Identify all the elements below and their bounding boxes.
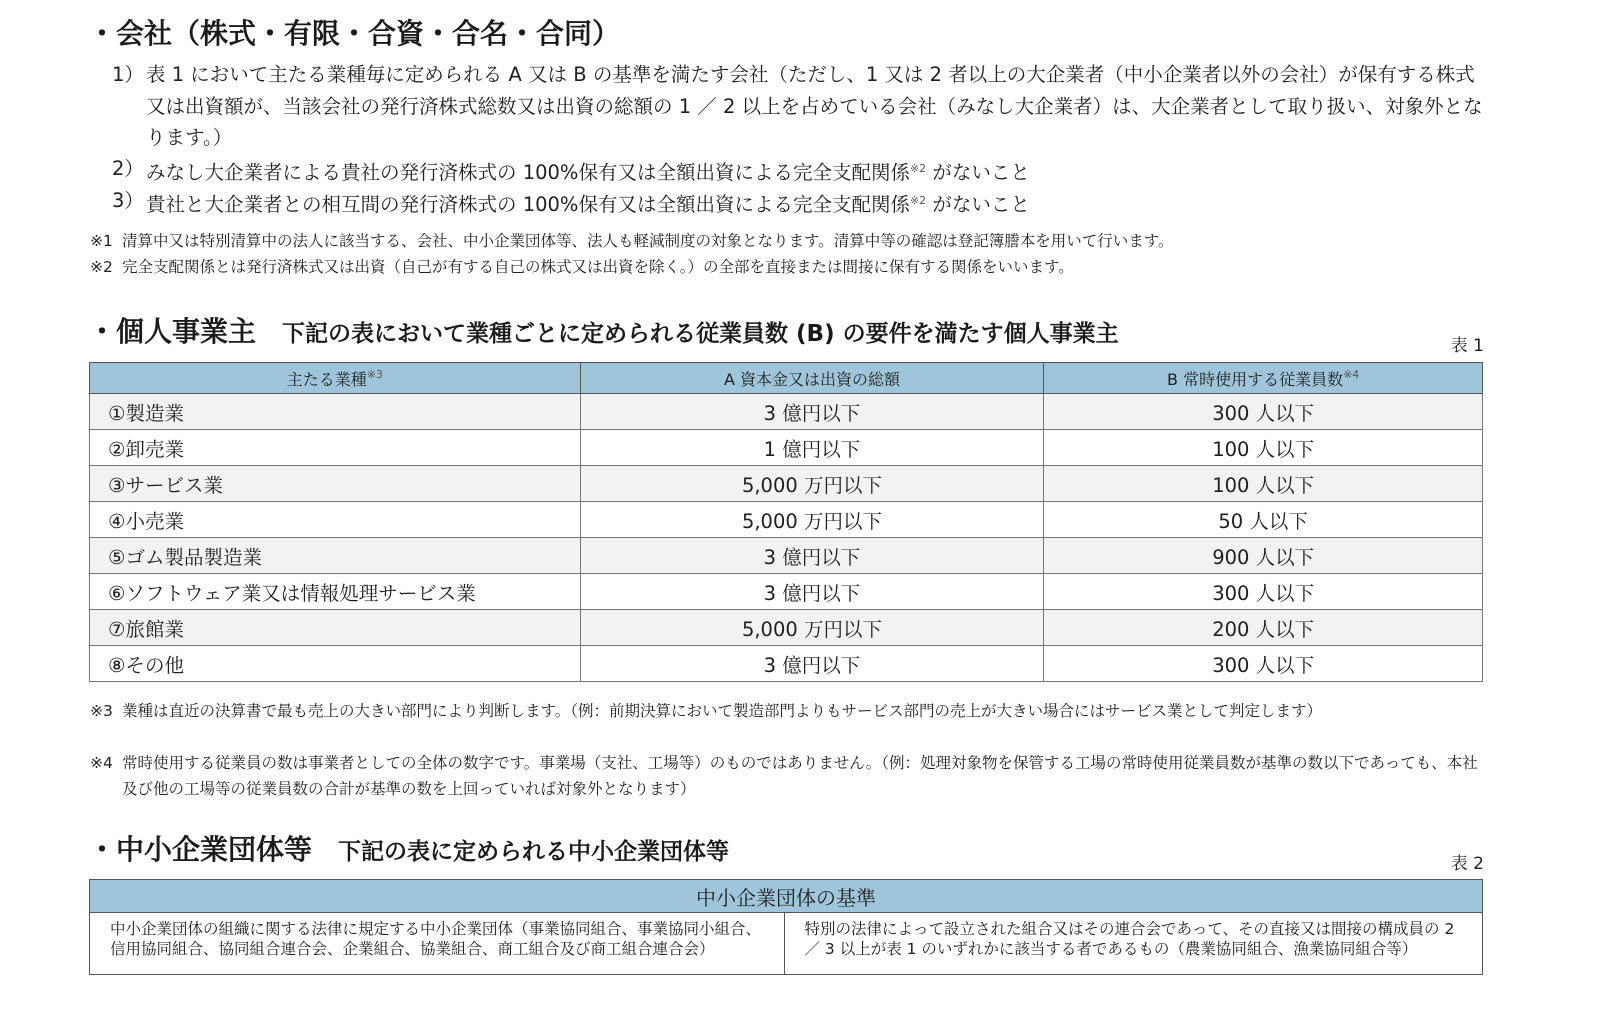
table-header-row: [90, 363, 1483, 394]
capital-cell: 3 億円以下: [580, 574, 1044, 610]
footnote-mark: ※2: [90, 258, 113, 276]
employees-cell: 100 人以下: [1044, 430, 1483, 466]
item-text: 貴社と大企業者との相互間の発行済株式の 100%保有又は全額出資による完全支配関係: [146, 193, 910, 216]
footnote-mark: ※1: [90, 232, 113, 250]
table-row: [90, 502, 1483, 538]
footnote-ref: ※2: [909, 162, 927, 175]
item-text-tail: がないこと: [926, 161, 1030, 184]
table-row: [90, 913, 1483, 975]
item-text-wrap: [146, 185, 1492, 221]
capital-cell: 1 億円以下: [580, 430, 1044, 466]
employees-cell: 900 人以下: [1044, 538, 1483, 574]
company-heading-text: ・会社（株式・有限・合資・合名・合同）: [88, 17, 621, 50]
group-criteria-cell: 特別の法律によって設立された組合又はその連合会であって、その直接又は間接の構成員の 2 ／ 3 以上が表 1 のいずれかに該当する者であるもの（農業協同組合、漁業協同組合等）: [784, 913, 1483, 975]
footnote-ref: ※4: [1343, 367, 1360, 381]
industry-cell: ④小売業: [90, 502, 581, 538]
header-employees: [1044, 363, 1483, 394]
company-item-1: [112, 59, 1492, 154]
header-text: 主たる業種: [286, 369, 367, 389]
footnote-ref: ※3: [366, 367, 383, 381]
company-item-3: [112, 185, 1492, 221]
table-row: [90, 538, 1483, 574]
table-row: [90, 574, 1483, 610]
groups-subheading: 下記の表に定められる中小企業団体等: [338, 839, 730, 865]
industry-cell: ⑦旅館業: [90, 610, 581, 646]
capital-cell: 3 億円以下: [580, 538, 1044, 574]
company-heading: [88, 12, 620, 52]
sole-subheading: 下記の表において業種ごとに定められる従業員数 (B) の要件を満たす個人事業主: [282, 321, 1119, 347]
footnote-mark: ※4: [90, 754, 113, 772]
header-text: A 資本金又は出資の総額: [723, 369, 900, 389]
item-text: 表 1 において主たる業種毎に定められる A 又は B の基準を満たす会社（ただし、1 又は 2 者以上の大企業者（中小企業者以外の会社）が保有する株式又は出資額が、当該会社の発行済株式総数又は出資の総額の 1 ／ 2 以上を占めている会社（みなし大企業者）は、大企業者として取り扱い、対象外となります。）: [146, 63, 1483, 149]
footnote-text: 常時使用する従業員の数は事業者としての全体の数字です。事業場（支社、工場等）のものではありません。（例：処理対象物を保管する工場の常時使用従業員数が基準の数以下であっても、本社及び他の工場等の従業員数の合計が基準の数を上回っていれば対象外となります）: [122, 754, 1478, 798]
item-text-wrap: [146, 153, 1492, 189]
header-text: B 常時使用する従業員数: [1167, 369, 1344, 389]
table-header-row: [90, 880, 1483, 913]
employees-cell: 50 人以下: [1044, 502, 1483, 538]
header-capital: [580, 363, 1044, 394]
group-criteria-cell: 中小企業団体の組織に関する法律に規定する中小企業団体（事業協同組合、事業協同小組合、信用協同組合、協同組合連合会、企業組合、協業組合、商工組合及び商工組合連合会）: [90, 913, 785, 975]
table-1-label: 表 1: [1450, 336, 1484, 356]
employees-cell: 200 人以下: [1044, 610, 1483, 646]
industry-cell: ⑤ゴム製品製造業: [90, 538, 581, 574]
header-industry: [90, 363, 581, 394]
groups-heading-text: ・中小企業団体等: [88, 833, 313, 866]
employees-cell: 300 人以下: [1044, 394, 1483, 430]
table-2-label: 表 2: [1450, 854, 1484, 874]
industry-cell: ②卸売業: [90, 430, 581, 466]
capital-cell: 3 億円以下: [580, 646, 1044, 682]
sme-group-table: [89, 879, 1483, 975]
sole-heading: [88, 310, 1119, 350]
footnote-text: 完全支配関係とは発行済株式又は出資（自己が有する自己の株式又は出資を除く。）の全部を直接または間接に保有する関係をいいます。: [122, 258, 1074, 276]
company-item-2: [112, 153, 1492, 189]
item-number: 1）: [112, 63, 144, 86]
employees-cell: 300 人以下: [1044, 574, 1483, 610]
table-row: [90, 466, 1483, 502]
table-row: [90, 394, 1483, 430]
employees-cell: 100 人以下: [1044, 466, 1483, 502]
footnote-2: [90, 254, 1490, 280]
footnote-text: 清算中又は特別清算中の法人に該当する、会社、中小企業団体等、法人も軽減制度の対象となります。清算中等の確認は登記簿謄本を用いて行います。: [122, 232, 1174, 250]
business-size-table: [89, 362, 1483, 682]
capital-cell: 3 億円以下: [580, 394, 1044, 430]
footnote-mark: ※3: [90, 702, 113, 720]
industry-cell: ③サービス業: [90, 466, 581, 502]
footnote-3: [90, 698, 1490, 724]
capital-cell: 5,000 万円以下: [580, 502, 1044, 538]
table-row: [90, 430, 1483, 466]
industry-cell: ①製造業: [90, 394, 581, 430]
footnote-1: [90, 228, 1490, 254]
employees-cell: 300 人以下: [1044, 646, 1483, 682]
item-text-tail: がないこと: [926, 193, 1030, 216]
item-number: 2）: [112, 157, 144, 180]
footnote-4: [90, 750, 1490, 802]
groups-heading: [88, 828, 729, 868]
footnote-ref: ※2: [909, 194, 927, 207]
table-row: [90, 610, 1483, 646]
capital-cell: 5,000 万円以下: [580, 466, 1044, 502]
item-text: みなし大企業者による貴社の発行済株式の 100%保有又は全額出資による完全支配関係: [146, 161, 910, 184]
group-criteria-header: 中小企業団体の基準: [90, 880, 1483, 913]
capital-cell: 5,000 万円以下: [580, 610, 1044, 646]
item-number: 3）: [112, 189, 144, 212]
sole-heading-text: ・個人事業主: [88, 315, 257, 348]
industry-cell: ⑧その他: [90, 646, 581, 682]
footnote-text: 業種は直近の決算書で最も売上の大きい部門により判断します。（例：前期決算において製造部門よりもサービス部門の売上が大きい場合にはサービス業として判定します）: [122, 702, 1323, 720]
industry-cell: ⑥ソフトウェア業又は情報処理サービス業: [90, 574, 581, 610]
table-row: [90, 646, 1483, 682]
